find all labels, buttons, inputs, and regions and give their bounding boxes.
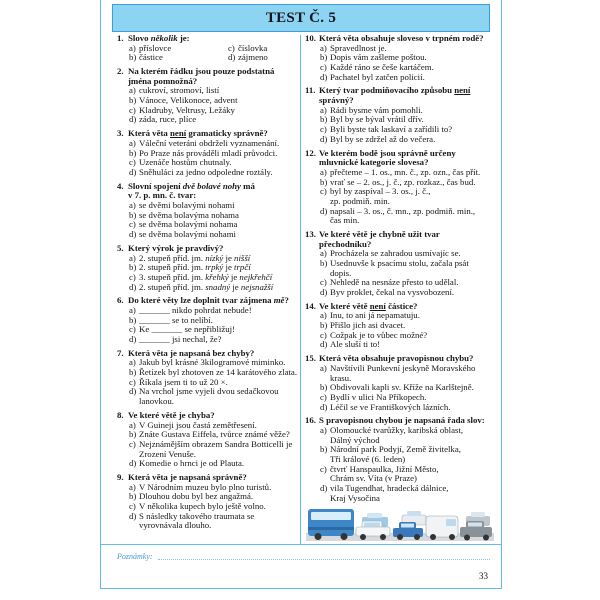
question-2-options <box>129 86 299 125</box>
option-label: d) <box>129 281 137 292</box>
question-number: 14. <box>305 300 316 311</box>
option-text <box>139 440 292 459</box>
text-run: Která věta <box>128 128 171 139</box>
question-13 <box>305 230 496 298</box>
text-run: Každé ráno se češe kartáčem. <box>330 61 434 72</box>
question-12-option-c <box>320 187 496 206</box>
option-label: b) <box>320 52 328 63</box>
text-run: správný? <box>319 95 354 106</box>
italic-term: nejsnažší <box>240 281 274 292</box>
text-run: Nejznámějším obrazem Sandra Botticelli je Zrození Venuše. <box>139 438 293 459</box>
text-run: Která věta obsahuje sloveso v trpném rodě? <box>319 33 484 43</box>
option-label: c) <box>129 501 136 512</box>
text-run: Byli byste tak laskaví a zařídili to? <box>330 124 453 135</box>
question-text <box>319 149 456 168</box>
question-9-option-d <box>129 512 299 531</box>
text-run: Na vrchol jsme vyjeli dvou sedačkovou lanovkou. <box>139 386 279 407</box>
question-number: 5. <box>117 242 124 253</box>
question-7-option-d <box>129 387 299 406</box>
notes-separator <box>100 544 502 545</box>
text-run: S následky takového traumata se vyrovnávala dlouho. <box>139 510 255 531</box>
text-run: má v 7. p. mn. č. tvar: <box>128 180 255 201</box>
option-label: a) <box>129 481 136 492</box>
text-run: Říkala jsem ti to už 20 ×. <box>139 376 228 387</box>
text-run: 2. stupeň příd. jm. <box>139 262 206 273</box>
test-title: TEST Č. 5 <box>265 9 337 26</box>
question-3-options <box>129 139 299 178</box>
text-run: cukroví, stromoví, listí <box>139 85 220 96</box>
option-label: d) <box>129 510 137 521</box>
text-run: vrať se – 2. os., j. č., zp. rozkaz., čas bud. <box>330 176 476 187</box>
option-label: d) <box>129 166 137 177</box>
text-run: ? <box>284 295 289 306</box>
text-run: zájmeno <box>238 52 268 63</box>
text-run: Slovní spojení <box>128 180 183 191</box>
italic-term: několik <box>150 33 178 43</box>
option-text <box>330 288 454 298</box>
question-3 <box>117 129 299 177</box>
question-9-options <box>129 483 299 531</box>
text-run: Ve které větě <box>319 300 370 311</box>
question-11 <box>305 86 496 144</box>
option-text <box>139 283 273 293</box>
option-label: a) <box>129 419 136 430</box>
question-text <box>128 67 274 86</box>
text-run: Ve kterém bodě jsou správně určeny mluvnické kategorie slovesa? <box>319 147 456 168</box>
question-8-option-d <box>129 459 299 469</box>
question-number: 2. <box>117 66 124 77</box>
question-5-options <box>129 254 299 293</box>
question-11-prompt <box>305 86 496 105</box>
question-number: 8. <box>117 409 124 420</box>
option-label: b) <box>320 176 328 187</box>
option-label: b) <box>129 314 137 325</box>
question-11-options <box>320 106 496 145</box>
option-label: c) <box>129 104 136 115</box>
text-run: Která věta je napsaná bez chyby? <box>128 347 255 358</box>
question-5 <box>117 244 299 292</box>
option-label: b) <box>129 491 137 502</box>
question-15-options <box>320 364 496 412</box>
text-run: se dvěma bolavými nohami <box>139 229 236 240</box>
option-label: a) <box>129 252 136 263</box>
text-run: Která věta obsahuje pravopisnou chybu? <box>319 353 474 364</box>
question-16-option-b <box>320 445 496 464</box>
title-banner <box>112 4 490 32</box>
text-run: Léčil se ve Františkových lázních. <box>330 401 451 412</box>
text-run: částice <box>139 52 163 63</box>
option-text <box>330 426 463 445</box>
text-run: _______ se to nelíbí. <box>139 314 213 325</box>
option-text <box>139 115 196 125</box>
text-run: _______ jsi nechal, že? <box>139 333 222 344</box>
option-label: a) <box>320 310 327 321</box>
text-run: Znáte Gustava Eiffela, tvůrce známé věže? <box>139 429 290 440</box>
option-label: c) <box>320 186 327 197</box>
text-run: Slovo <box>128 33 151 43</box>
option-label: b) <box>320 258 328 268</box>
option-label: b) <box>320 114 328 125</box>
question-10-option-d <box>320 73 496 83</box>
option-label: b) <box>129 95 137 106</box>
option-label: b) <box>129 262 137 273</box>
question-16-option-a <box>320 426 496 445</box>
text-run: Inu, to ani já nepamatuju. <box>330 310 420 321</box>
option-label: a) <box>129 200 136 211</box>
question-13-option-b <box>320 259 496 278</box>
text-run: byl by zaspíval – 3. os., j. č., zp. podmiň. min. <box>330 186 431 206</box>
text-run: Řetízek byl zhotoven ze 14 karátového zlata. <box>139 367 298 378</box>
option-label: a) <box>320 166 327 177</box>
option-text <box>139 230 236 240</box>
question-1-options <box>129 44 299 63</box>
option-label: a) <box>320 362 327 373</box>
option-label: b) <box>129 429 137 440</box>
question-14-options <box>320 311 496 350</box>
option-label: a) <box>320 42 327 53</box>
bus <box>308 509 354 540</box>
question-4-options <box>129 201 299 240</box>
text-run: částice? <box>385 300 418 311</box>
text-run: Navštívili Punkevní jeskyně Moravského krasu. <box>330 362 476 383</box>
notes-line <box>158 559 490 560</box>
text-run: Po Praze nás prováděli mladí průvodci. <box>139 147 278 158</box>
question-2-option-d <box>129 115 299 125</box>
option-text <box>139 53 163 63</box>
question-number: 1. <box>117 33 124 43</box>
right-question-column <box>305 34 496 508</box>
text-run: 2. stupeň příd. jm. <box>139 281 206 292</box>
option-label: d) <box>320 401 328 412</box>
option-label: d) <box>320 205 328 216</box>
option-label: d) <box>320 133 328 144</box>
option-label: c) <box>320 277 327 288</box>
question-6-options <box>129 306 299 345</box>
text-run: Spravedlnost je. <box>330 42 387 53</box>
option-label: c) <box>228 42 235 53</box>
question-number: 13. <box>305 229 316 240</box>
text-run: Procházela se zahradou usmívajíc se. <box>330 248 461 259</box>
question-number: 12. <box>305 147 316 158</box>
traffic-illustration <box>306 503 494 541</box>
italic-term: nízký <box>205 252 224 263</box>
text-run: je <box>230 281 241 292</box>
text-run: Na kterém řádku jsou pouze podstatná jména pomnožná? <box>128 66 275 86</box>
option-label: b) <box>320 444 328 455</box>
option-label: c) <box>320 463 327 474</box>
question-9 <box>117 473 299 531</box>
option-text <box>139 512 254 531</box>
question-10 <box>305 34 496 82</box>
question-13-prompt <box>305 230 496 249</box>
text-run: záda, ruce, plíce <box>139 114 197 125</box>
option-label: b) <box>129 147 137 158</box>
option-label: a) <box>129 305 136 315</box>
option-label: a) <box>320 425 327 436</box>
text-run: Dlouhou dobu byl bez angažmá. <box>139 491 254 502</box>
question-number: 7. <box>117 347 124 358</box>
italic-term: trpký <box>205 262 224 273</box>
option-text <box>330 73 425 83</box>
question-12-option-d <box>320 207 496 226</box>
question-number: 10. <box>305 33 316 43</box>
text-run: napsali – 3. os., č. mn., zp. podmiň. min., čas min. <box>330 205 476 226</box>
text-run: Dopis vám zašleme poštou. <box>330 52 427 63</box>
question-number: 4. <box>117 180 124 191</box>
question-number: 16. <box>305 415 316 426</box>
question-13-option-d <box>320 288 496 298</box>
question-2 <box>117 67 299 125</box>
text-run: Kladruby, Veltrusy, Ležáky <box>139 104 235 115</box>
question-8-options <box>129 421 299 469</box>
question-1 <box>117 34 299 63</box>
option-label: d) <box>129 333 137 344</box>
option-label: d) <box>320 483 328 493</box>
italic-term: snadný <box>205 281 231 292</box>
option-label: d) <box>320 339 328 350</box>
option-text <box>238 53 268 63</box>
text-run: Rádi bysme vám pomohli. <box>330 104 423 115</box>
option-text <box>330 445 461 464</box>
option-label: d) <box>228 52 236 63</box>
text-run: Nehledě na nesnáze přesto to udělal. <box>330 277 459 288</box>
question-text <box>319 230 440 249</box>
text-run: Cožpak je to vůbec možné? <box>330 329 428 340</box>
text-run: je: <box>177 33 190 43</box>
question-6 <box>117 296 299 344</box>
text-run: Ve které větě je chyba? <box>128 409 215 420</box>
question-number: 11. <box>305 85 316 96</box>
text-run: Přišlo jich asi dvacet. <box>330 320 406 331</box>
text-run: je <box>228 271 240 282</box>
option-label: d) <box>129 229 137 240</box>
option-label: b) <box>129 209 137 220</box>
text-run: se dvěmi bolavými nohami <box>139 200 235 211</box>
question-5-option-d <box>129 283 299 293</box>
option-label: c) <box>129 219 136 230</box>
van <box>426 516 458 540</box>
option-label: c) <box>320 61 327 72</box>
question-number: 3. <box>117 128 124 139</box>
text-run: Pachatel byl zatčen policií. <box>330 71 425 82</box>
question-6-option-d <box>129 335 299 345</box>
option-label: c) <box>320 391 327 402</box>
text-run: 3. stupeň příd. jm. <box>139 271 206 282</box>
text-run: Olomoucké tvarůžky, karibská oblast, Dálný východ <box>330 425 464 445</box>
option-text <box>330 207 475 226</box>
question-10-options <box>320 44 496 83</box>
option-label: c) <box>129 324 136 335</box>
option-label: b) <box>320 382 328 393</box>
italic-term: mě <box>273 295 285 306</box>
option-label: a) <box>320 104 327 115</box>
italic-term: nejkřehčí <box>239 271 273 282</box>
question-1-option-d <box>228 53 299 63</box>
option-label: b) <box>129 367 137 378</box>
option-text <box>330 340 380 350</box>
option-label: b) <box>320 320 328 331</box>
option-text <box>139 459 244 469</box>
question-7-options <box>129 358 299 406</box>
option-label: d) <box>129 386 137 397</box>
question-16-option-c <box>320 465 496 484</box>
page-number: 33 <box>479 571 488 581</box>
underlined-word: není <box>170 128 187 139</box>
question-number: 6. <box>117 295 124 306</box>
option-label: a) <box>129 85 136 96</box>
question-16 <box>305 416 496 503</box>
question-14 <box>305 302 496 350</box>
italic-term: křehký <box>205 271 229 282</box>
text-run: S pravopisnou chybou je napsaná řada slov: <box>319 415 485 426</box>
question-1-option-b <box>129 53 228 63</box>
option-text <box>139 168 273 178</box>
option-label: a) <box>129 357 136 368</box>
text-run: Ve které větě je chybně užit tvar přechodníku? <box>319 229 440 249</box>
option-text <box>330 403 450 413</box>
text-run: 2. stupeň příd. jm. <box>139 252 206 263</box>
option-label: d) <box>320 71 328 82</box>
question-4 <box>117 182 299 240</box>
option-text <box>139 335 222 345</box>
text-run: Byv proklet, čekal na vysvobození. <box>330 286 455 297</box>
question-8-option-c <box>129 440 299 459</box>
column-divider <box>300 35 301 544</box>
text-run: Který výrok je pravdivý? <box>128 242 224 253</box>
question-13-options <box>320 249 496 297</box>
option-label: a) <box>129 42 136 53</box>
text-run: Uzenáče hostům chutnaly. <box>139 157 232 168</box>
italic-term: trpčí <box>234 262 251 273</box>
question-number: 9. <box>117 472 124 483</box>
question-2-prompt <box>117 67 299 86</box>
question-number: 15. <box>305 353 316 364</box>
question-16-options <box>320 426 496 503</box>
option-label: c) <box>129 376 136 387</box>
question-16-option-d <box>320 484 496 503</box>
question-7 <box>117 349 299 407</box>
option-label: a) <box>129 137 136 148</box>
question-14-option-d <box>320 340 496 350</box>
option-label: c) <box>320 124 327 135</box>
text-run: Jakub byl krásné 3kilogramové miminko. <box>139 357 286 368</box>
text-run: Vánoce, Velikonoce, advent <box>139 95 238 106</box>
question-15-option-d <box>320 403 496 413</box>
option-text <box>139 387 279 406</box>
underlined-word: není <box>454 85 471 96</box>
option-label: c) <box>129 271 136 282</box>
italic-term: dvě bolavé nohy <box>182 180 241 191</box>
option-label: c) <box>320 329 327 340</box>
question-text <box>128 182 255 201</box>
text-run: Byl by se býval vrátil dřív. <box>330 114 424 125</box>
option-label: d) <box>129 458 137 469</box>
text-run: gramaticky správně? <box>186 128 268 139</box>
underlined-word: není <box>369 300 386 311</box>
text-run: se dvěma bolavými nohama <box>139 219 238 230</box>
text-run: Obdivovali kapli sv. Kříže na Karlštejně. <box>330 382 474 393</box>
text-run: je <box>223 252 235 263</box>
text-run: _______ nikdo pohrdat nebude! <box>139 305 252 315</box>
option-text <box>330 364 475 383</box>
question-3-option-d <box>129 168 299 178</box>
option-text <box>330 187 430 206</box>
question-11-option-d <box>320 135 496 145</box>
text-run: V Guineji jsou častá zemětřesení. <box>139 419 257 430</box>
question-15 <box>305 354 496 412</box>
text-run: Byl by se zdržel až do večera. <box>330 133 436 144</box>
text-run: je <box>223 262 235 273</box>
text-run: číslovka <box>238 42 268 53</box>
text-run: Která věta je napsaná správně? <box>128 472 247 483</box>
text-run: Který tvar podmiňovacího způsobu <box>319 85 455 96</box>
left-question-column <box>117 34 299 535</box>
text-run: V několika kupech bylo ještě volno. <box>139 501 266 512</box>
text-run: Do které věty lze doplnit tvar zájmena <box>128 295 274 306</box>
text-run: čtvrť Hanspaulka, Jižní Město, Chrám sv. Víta (v Praze) <box>330 463 439 484</box>
option-label: a) <box>320 248 327 259</box>
text-run: V Národním muzeu bylo plno turistů. <box>139 481 272 492</box>
option-text <box>330 484 448 503</box>
question-8 <box>117 411 299 469</box>
option-label: d) <box>129 114 137 125</box>
option-label: c) <box>129 157 136 168</box>
text-run: Komedie o hrnci je od Plauta. <box>139 458 245 469</box>
notes-label: Poznámky: <box>117 552 153 561</box>
question-4-prompt <box>117 182 299 201</box>
text-run: vila Tugendhat, hradecká dálnice, Kraj Vysočina <box>330 483 449 503</box>
question-12-options <box>320 168 496 226</box>
question-15-option-a <box>320 364 496 383</box>
question-12-prompt <box>305 149 496 168</box>
option-label: c) <box>129 438 136 449</box>
text-run: Ke _______ se nepřibližuj! <box>139 324 236 335</box>
option-label: b) <box>129 52 137 63</box>
text-run: Bydlí v ulici Na Příkopech. <box>330 391 427 402</box>
italic-term: nišší <box>234 252 251 263</box>
option-label: d) <box>320 286 328 297</box>
text-run: příslovce <box>139 42 172 53</box>
question-12 <box>305 149 496 226</box>
text-run: Ale sluší ti to! <box>330 339 381 350</box>
text-run: se dvěma bolavýma nohama <box>139 209 239 220</box>
option-text <box>330 465 439 484</box>
text-run: Usednuvše k psacímu stolu, začala psát dopis. <box>330 258 469 278</box>
question-4-option-d <box>129 230 299 240</box>
text-run: Váleční veteráni obdrželi vyznamenání. <box>139 137 280 148</box>
text-run: přečteme – 1. os., mn. č., zp. ozn., čas přít. <box>330 166 481 177</box>
option-text <box>330 259 469 278</box>
text-run: Národní park Podyjí, Země živitelka, Tři králové (6. leden) <box>330 444 461 465</box>
text-run: Sněhuláci za jedno odpoledne roztály. <box>139 166 273 177</box>
question-text <box>319 86 470 105</box>
option-text <box>330 135 435 145</box>
